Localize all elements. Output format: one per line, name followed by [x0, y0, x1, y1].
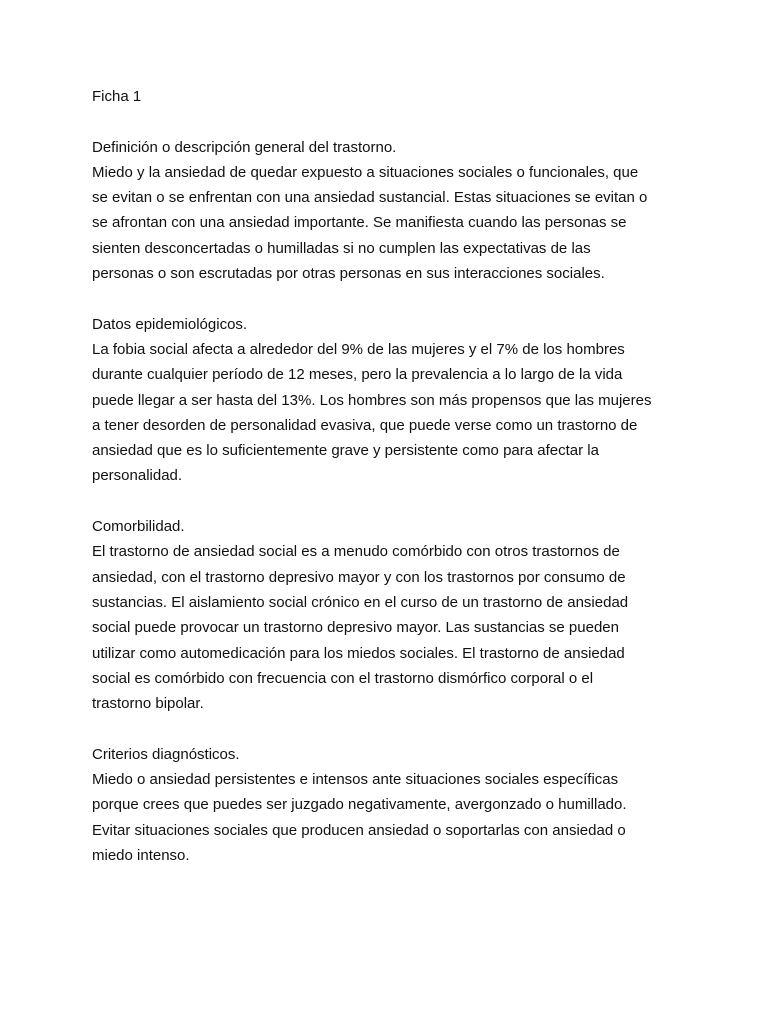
body-line: personas o son escrutadas por otras personas en sus interacciones sociales. — [92, 265, 605, 283]
body-line: porque crees que puedes ser juzgado negativamente, avergonzado o humillado. — [92, 796, 627, 814]
body-line: puede llegar a ser hasta del 13%. Los hombres son más propensos que las mujeres — [92, 391, 652, 409]
section-heading: Definición o descripción general del trastorno. — [92, 138, 397, 156]
document-title: Ficha 1 — [92, 88, 142, 105]
body-line: trastorno bipolar. — [92, 695, 204, 713]
body-line: La fobia social afecta a alrededor del 9% de las mujeres y el 7% de los hombres — [92, 340, 625, 358]
body-line: sustancias. El aislamiento social crónico en el curso de un trastorno de ansiedad — [92, 593, 629, 611]
body-line: personalidad. — [92, 467, 183, 485]
section-body — [92, 160, 684, 286]
section-epidemiology — [92, 312, 684, 489]
body-line: se afrontan con una ansiedad importante. Se manifiesta cuando las personas se — [92, 214, 627, 232]
section-heading: Datos epidemiológicos. — [92, 315, 248, 333]
body-line: social puede provocar un trastorno depresivo mayor. Las sustancias se pueden — [92, 619, 619, 637]
body-line: Evitar situaciones sociales que producen ansiedad o soportarlas con ansiedad o — [92, 821, 626, 839]
section-comorbidity — [92, 514, 684, 716]
section-diagnostic-criteria — [92, 742, 684, 868]
body-line: miedo intenso. — [92, 846, 190, 864]
body-line: sienten desconcertadas o humilladas si no cumplen las expectativas de las — [92, 239, 591, 257]
body-line: ansiedad, con el trastorno depresivo mayor y con los trastornos por consumo de — [92, 568, 626, 586]
section-heading: Criterios diagnósticos. — [92, 745, 240, 763]
body-line: utilizar como automedicación para los miedos sociales. El trastorno de ansiedad — [92, 644, 625, 662]
body-line: a tener desorden de personalidad evasiva, que puede verse como un trastorno de — [92, 416, 638, 434]
body-line: Miedo o ansiedad persistentes e intensos ante situaciones sociales específicas — [92, 771, 619, 789]
body-line: se evitan o se enfrentan con una ansiedad sustancial. Estas situaciones se evitan o — [92, 189, 648, 207]
section-body — [92, 767, 684, 868]
section-definition — [92, 135, 684, 287]
body-line: El trastorno de ansiedad social es a menudo comórbido con otros trastornos de — [92, 543, 620, 561]
body-line: Miedo y la ansiedad de quedar expuesto a situaciones sociales o funcionales, que — [92, 163, 639, 181]
body-line: durante cualquier período de 12 meses, pero la prevalencia a lo largo de la vida — [92, 366, 623, 384]
section-body — [92, 539, 684, 716]
body-line: ansiedad que es lo suficientemente grave y persistente como para afectar la — [92, 442, 599, 460]
body-line: social es comórbido con frecuencia con el trastorno dismórfico corporal o el — [92, 669, 594, 687]
section-body — [92, 337, 684, 489]
section-heading: Comorbilidad. — [92, 518, 185, 536]
